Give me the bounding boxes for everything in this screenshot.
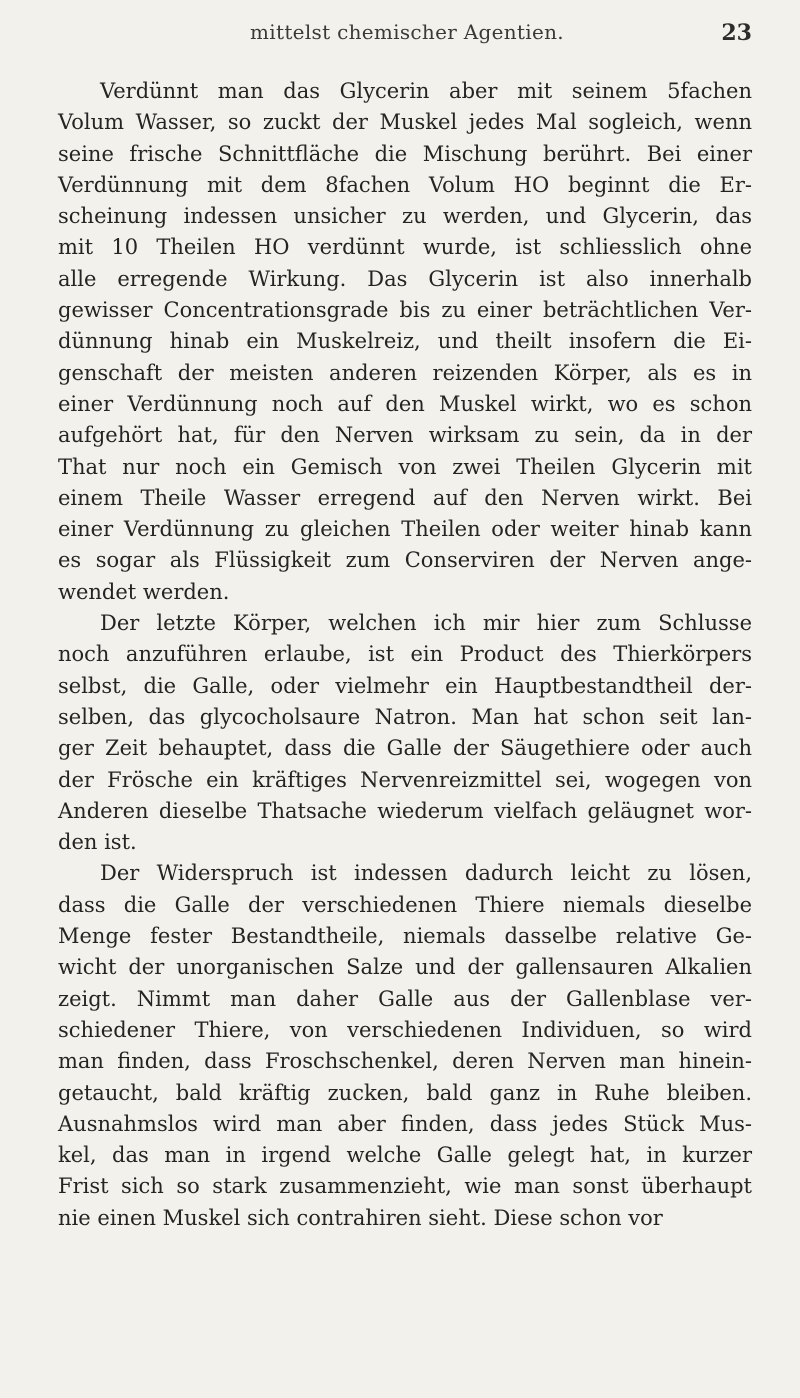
paragraph bbox=[58, 608, 752, 858]
text-line: gewisser Concentrationsgrade bis zu einer beträchtlichen Ver- bbox=[58, 298, 752, 323]
text-line: selbst, die Galle, oder vielmehr ein Hauptbestandtheil der- bbox=[58, 673, 752, 698]
text-line: aufgehört hat, für den Nerven wirksam zu sein, da in der bbox=[58, 423, 752, 448]
text-line: selben, das glycocholsaure Natron. Man hat schon seit lan- bbox=[58, 704, 752, 729]
text-line: genschaft der meisten anderen reizenden Körper, als es in bbox=[58, 360, 752, 385]
text-line: getaucht, bald kräftig zucken, bald ganz in Ruhe bleiben. bbox=[58, 1080, 752, 1105]
text-line: Verdünnung mit dem 8fachen Volum HO beginnt die Er- bbox=[58, 172, 752, 197]
text-line: dass die Galle der verschiedenen Thiere niemals dieselbe bbox=[58, 892, 752, 917]
text-line: That nur noch ein Gemisch von zwei Theilen Glycerin mit bbox=[58, 454, 752, 479]
text-line: Ausnahmslos wird man aber finden, dass jedes Stück Mus- bbox=[58, 1111, 752, 1136]
text-line: Anderen dieselbe Thatsache wiederum vielfach geläugnet wor- bbox=[58, 798, 752, 823]
text-line: dünnung hinab ein Muskelreiz, und theilt insofern die Ei- bbox=[58, 329, 752, 354]
text-line: alle erregende Wirkung. Das Glycerin ist also innerhalb bbox=[58, 266, 752, 291]
paragraph bbox=[58, 76, 752, 608]
text-line: einer Verdünnung noch auf den Muskel wirkt, wo es schon bbox=[58, 391, 752, 416]
text-line: nie einen Muskel sich contrahiren sieht. Diese schon vor bbox=[58, 1205, 663, 1230]
text-line: den ist. bbox=[58, 830, 137, 855]
text-line: scheinung indessen unsicher zu werden, und Glycerin, das bbox=[58, 204, 752, 229]
running-title: mittelst chemischer Agentien. bbox=[250, 20, 564, 44]
body-text bbox=[58, 76, 752, 1234]
text-line: Menge fester Bestandtheile, niemals dasselbe relative Ge- bbox=[58, 924, 752, 949]
text-line: Frist sich so stark zusammenzieht, wie man sonst überhaupt bbox=[58, 1174, 752, 1199]
text-line: kel, das man in irgend welche Galle gelegt hat, in kurzer bbox=[58, 1143, 752, 1168]
paragraph bbox=[58, 858, 752, 1234]
text-line: Volum Wasser, so zuckt der Muskel jedes Mal sogleich, wenn bbox=[58, 110, 752, 135]
text-line: seine frische Schnittfläche die Mischung berührt. Bei einer bbox=[58, 141, 752, 166]
text-line: wendet werden. bbox=[58, 579, 230, 604]
text-line: noch anzuführen erlaube, ist ein Product des Thierkörpers bbox=[58, 642, 752, 667]
text-line: mit 10 Theilen HO verdünnt wurde, ist schliesslich ohne bbox=[58, 235, 752, 260]
page-number: 23 bbox=[721, 20, 752, 46]
text-line: Der Widerspruch ist indessen dadurch leicht zu lösen, bbox=[100, 861, 752, 886]
text-line: schiedener Thiere, von verschiedenen Individuen, so wird bbox=[58, 1017, 752, 1042]
text-line: einem Theile Wasser erregend auf den Nerven wirkt. Bei bbox=[58, 485, 752, 510]
text-line: der Frösche ein kräftiges Nervenreizmittel sei, wogegen von bbox=[58, 767, 752, 792]
running-head bbox=[62, 20, 752, 50]
text-line: Der letzte Körper, welchen ich mir hier zum Schlusse bbox=[100, 611, 752, 636]
text-line: zeigt. Nimmt man daher Galle aus der Gallenblase ver- bbox=[58, 986, 752, 1011]
text-line: es sogar als Flüssigkeit zum Conserviren der Nerven ange- bbox=[58, 548, 752, 573]
text-line: Verdünnt man das Glycerin aber mit seinem 5fachen bbox=[100, 79, 752, 103]
text-line: man finden, dass Froschschenkel, deren Nerven man hinein- bbox=[58, 1049, 752, 1074]
text-line: wicht der unorganischen Salze und der gallensauren Alkalien bbox=[58, 955, 752, 980]
text-line: ger Zeit behauptet, dass die Galle der Säugethiere oder auch bbox=[58, 736, 752, 761]
text-line: einer Verdünnung zu gleichen Theilen oder weiter hinab kann bbox=[58, 517, 752, 542]
